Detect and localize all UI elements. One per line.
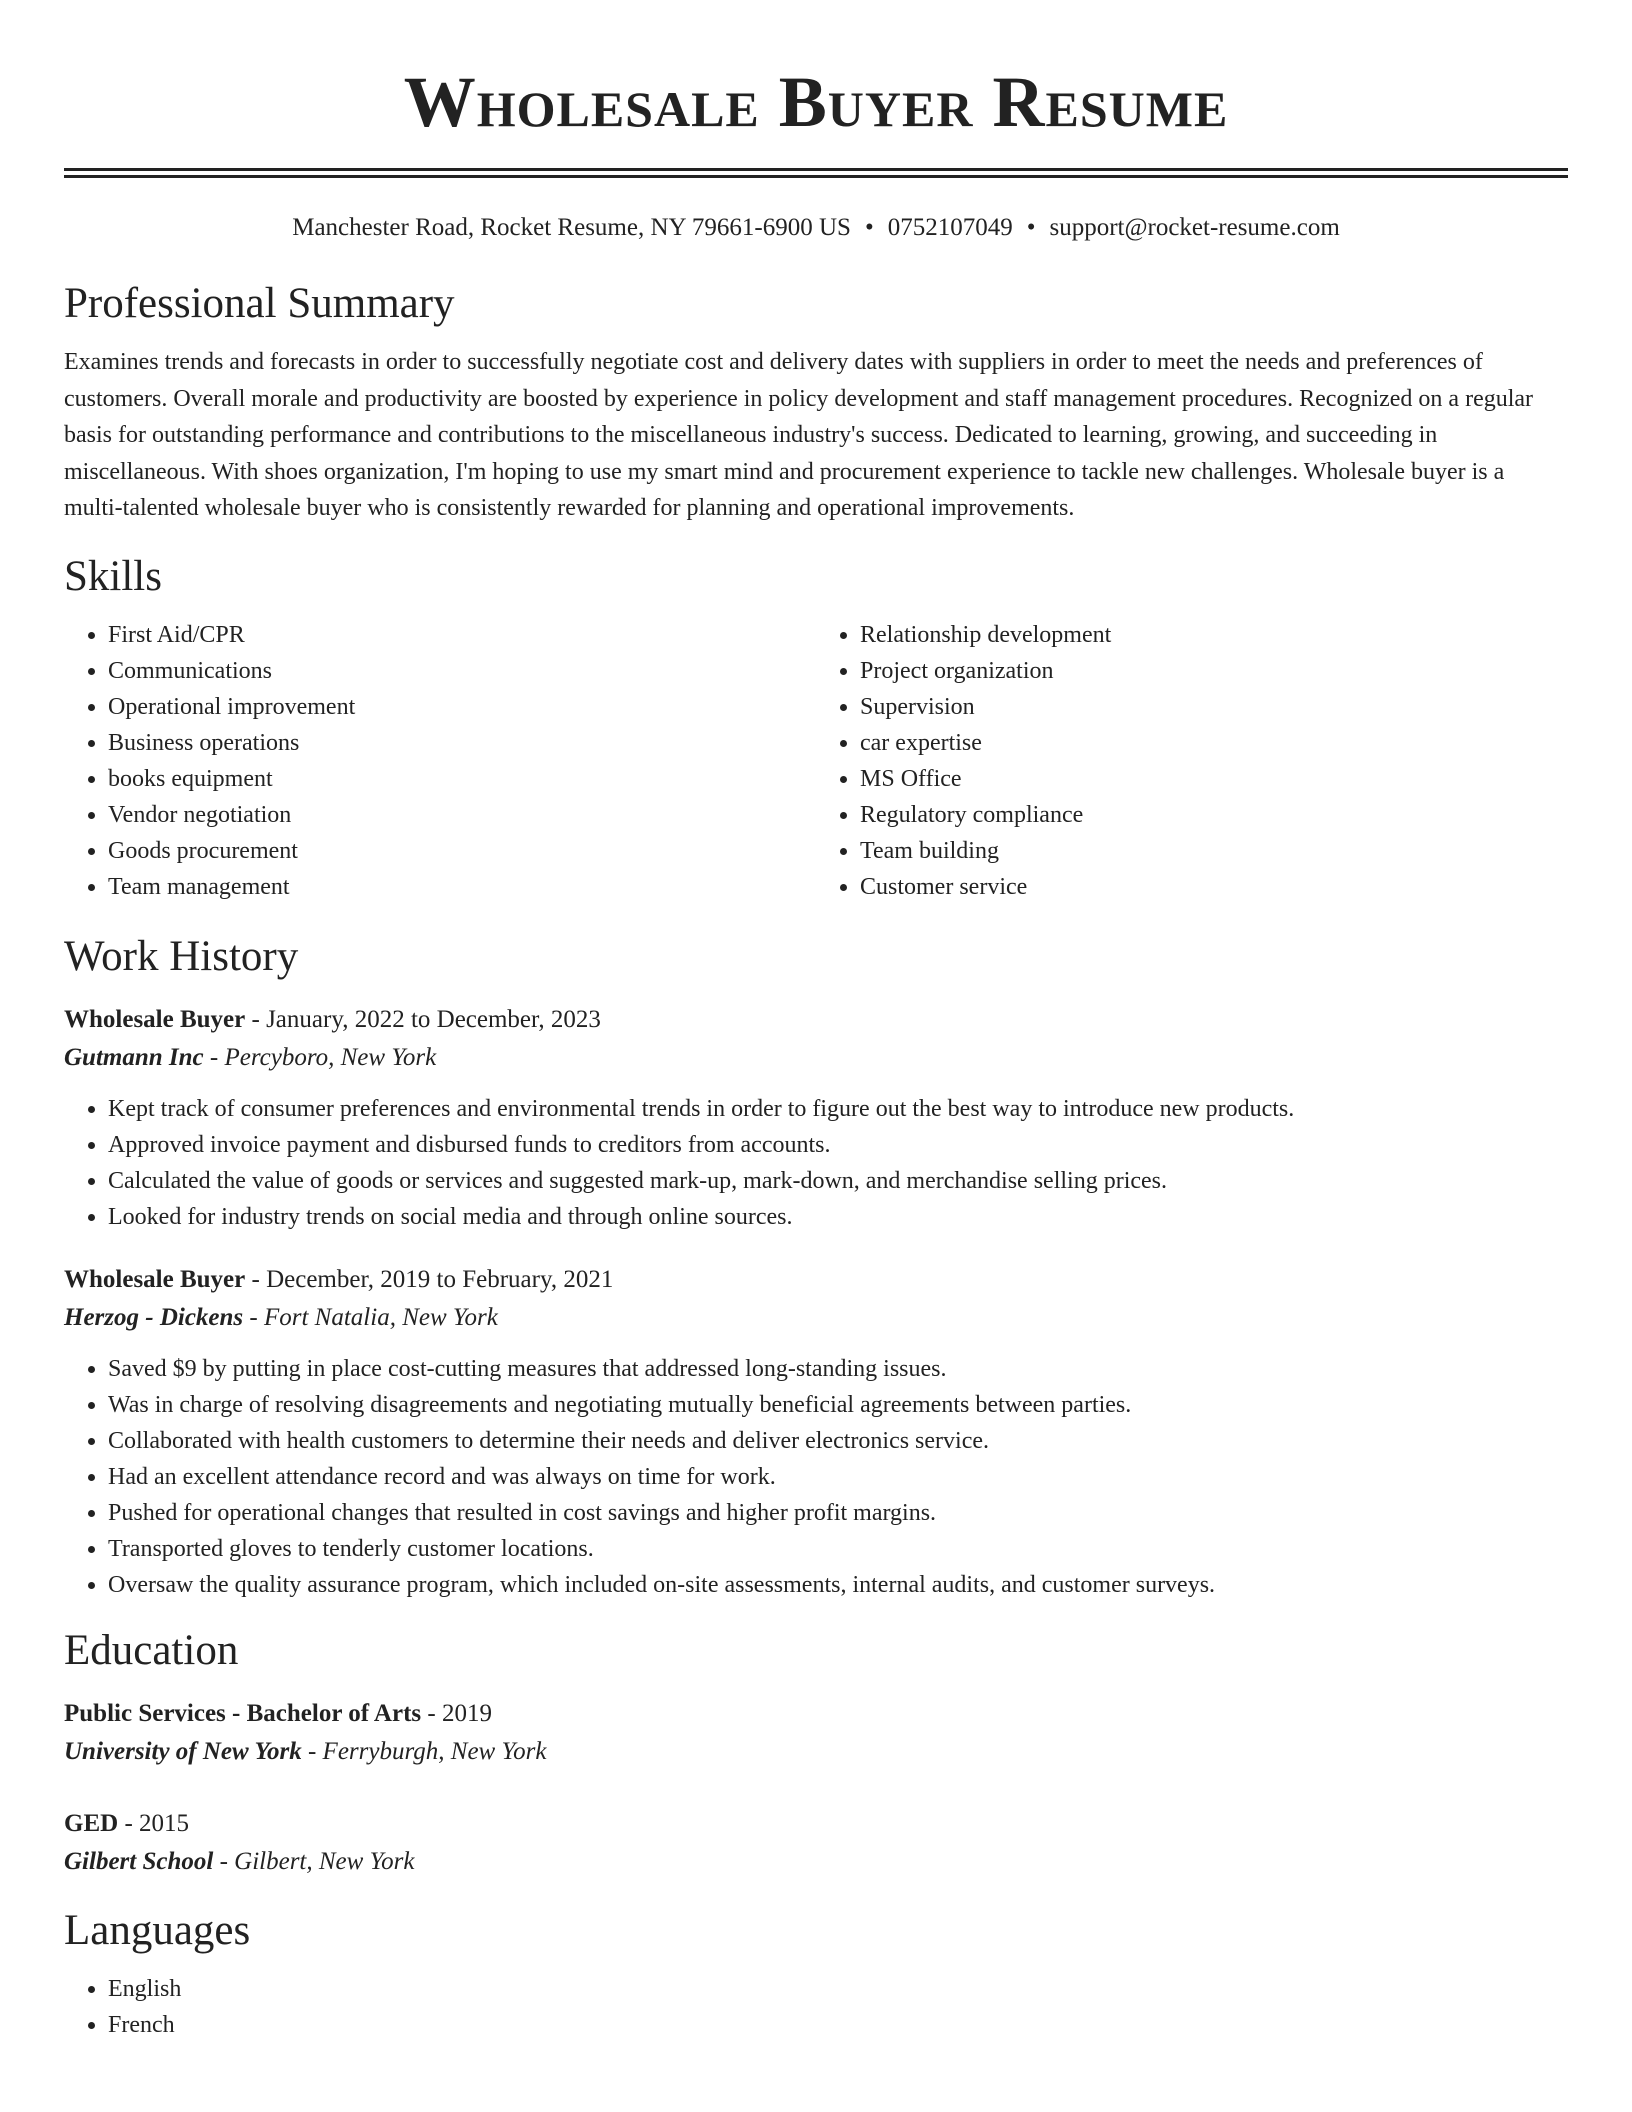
job-bullet: • Calculated the value of goods or services and suggested mark-up, mark-down, and merchandise selling prices. xyxy=(108,1163,1568,1199)
skills-list-left xyxy=(64,617,816,905)
education-year: - 2019 xyxy=(421,1699,492,1727)
education-heading: Education xyxy=(64,1626,239,1674)
job-employer xyxy=(64,1299,1568,1337)
job-bullets xyxy=(64,1091,1568,1235)
education-degree-line xyxy=(64,1695,1568,1733)
summary-heading: Professional Summary xyxy=(64,280,455,327)
contact-phone: 0752107049 xyxy=(887,214,1013,241)
job-bullet: • Had an excellent attendance record and was always on time for work. xyxy=(108,1459,1568,1495)
language-item: • English xyxy=(108,1971,1568,2007)
education-location: - Ferryburgh, New York xyxy=(301,1737,547,1765)
job-bullet: • Transported gloves to tenderly customer locations. xyxy=(108,1531,1568,1567)
education-school: University of New York xyxy=(64,1737,302,1765)
education-school-line xyxy=(64,1843,1568,1881)
job-entry xyxy=(64,1001,1568,1235)
job-company: Herzog - Dickens xyxy=(64,1303,244,1331)
job-header xyxy=(64,1261,1568,1299)
contact-address: Manchester Road, Rocket Resume, NY 79661-6900 US xyxy=(292,214,851,241)
skill-item: • car expertise xyxy=(860,725,1568,761)
skill-item: • Project organization xyxy=(860,653,1568,689)
education-location: - Gilbert, New York xyxy=(213,1847,415,1875)
skill-item: • books equipment xyxy=(108,761,816,797)
job-employer xyxy=(64,1039,1568,1077)
job-entry xyxy=(64,1261,1568,1603)
job-title: Wholesale Buyer xyxy=(64,1265,246,1293)
contact-separator: • xyxy=(1026,214,1036,241)
summary-text: Examines trends and forecasts in order to successfully negotiate cost and delivery dates with suppliers in order to meet the needs and preferences of customers. Overall morale and productivity are boosted by experience in policy development and staff management procedures. Recognized on a regular basis for outstanding performance and contributions to the miscellaneous industry's success. Dedicated to learning, growing, and succeeding in miscellaneous. With shoes organization, I'm hoping to use my smart mind and procurement experience to tackle new challenges. Wholesale buyer is a multi-talented wholesale buyer who is consistently rewarded for planning and operational improvements. xyxy=(64,349,1534,521)
skill-item: • Supervision xyxy=(860,689,1568,725)
skill-item: • First Aid/CPR xyxy=(108,617,816,653)
job-header xyxy=(64,1001,1568,1039)
skills-heading: Skills xyxy=(64,552,162,600)
job-bullet: • Was in charge of resolving disagreements and negotiating mutually beneficial agreements between parties. xyxy=(108,1387,1568,1423)
skill-item: • Business operations xyxy=(108,725,816,761)
job-dates: - December, 2019 to February, 2021 xyxy=(245,1265,614,1293)
job-bullet: • Saved $9 by putting in place cost-cutting measures that addressed long-standing issues. xyxy=(108,1351,1568,1387)
page-title: Wholesale Buyer Resume xyxy=(403,62,1229,142)
education-entry xyxy=(64,1695,1568,1771)
education-degree: GED xyxy=(64,1809,119,1837)
job-bullets xyxy=(64,1351,1568,1603)
skills-columns xyxy=(64,617,1568,905)
job-bullet: • Looked for industry trends on social media and through online sources. xyxy=(108,1199,1568,1235)
job-location: - Percyboro, New York xyxy=(203,1043,437,1071)
job-bullet: • Approved invoice payment and disbursed funds to creditors from accounts. xyxy=(108,1127,1568,1163)
job-bullet: • Oversaw the quality assurance program, which included on-site assessments, internal audits, and customer surveys. xyxy=(108,1567,1568,1603)
job-bullet: • Kept track of consumer preferences and environmental trends in order to figure out the best way to introduce new products. xyxy=(108,1091,1568,1127)
job-bullet: • Pushed for operational changes that resulted in cost savings and higher profit margins. xyxy=(108,1495,1568,1531)
skill-item: • Vendor negotiation xyxy=(108,797,816,833)
job-bullet: • Collaborated with health customers to determine their needs and deliver electronics service. xyxy=(108,1423,1568,1459)
skills-list-right xyxy=(816,617,1568,905)
skill-item: • Team management xyxy=(108,869,816,905)
contact-email: support@rocket-resume.com xyxy=(1049,214,1340,241)
job-company: Gutmann Inc xyxy=(64,1043,204,1071)
education-year: - 2015 xyxy=(118,1809,190,1837)
education-entry xyxy=(64,1805,1568,1881)
title-divider xyxy=(64,168,1568,178)
job-title: Wholesale Buyer xyxy=(64,1005,246,1033)
language-item: • French xyxy=(108,2007,1568,2043)
skill-item: • Team building xyxy=(860,833,1568,869)
education-school: Gilbert School xyxy=(64,1847,214,1875)
work-history-heading: Work History xyxy=(64,932,299,980)
languages-heading: Languages xyxy=(64,1906,251,1954)
education-degree-line xyxy=(64,1805,1568,1843)
job-location: - Fort Natalia, New York xyxy=(243,1303,498,1331)
skill-item: • Operational improvement xyxy=(108,689,816,725)
skill-item: • Communications xyxy=(108,653,816,689)
education-degree: Public Services - Bachelor of Arts xyxy=(64,1699,422,1727)
skill-item: • Customer service xyxy=(860,869,1568,905)
skill-item: • Relationship development xyxy=(860,617,1568,653)
education-school-line xyxy=(64,1733,1568,1771)
contact-separator: • xyxy=(864,214,874,241)
skill-item: • Regulatory compliance xyxy=(860,797,1568,833)
contact-line xyxy=(64,212,1568,244)
job-dates: - January, 2022 to December, 2023 xyxy=(245,1005,601,1033)
languages-list xyxy=(64,1971,1568,2043)
skill-item: • Goods procurement xyxy=(108,833,816,869)
skill-item: • MS Office xyxy=(860,761,1568,797)
